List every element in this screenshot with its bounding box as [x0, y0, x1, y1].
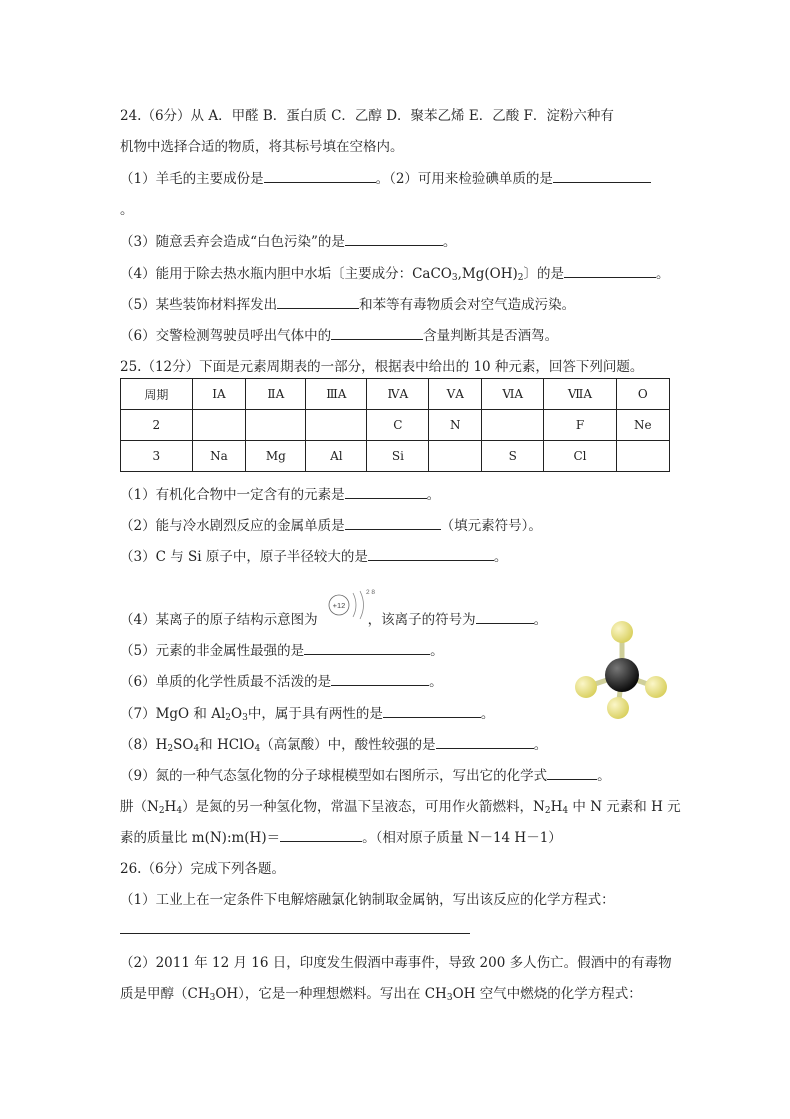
period: 。	[430, 643, 444, 659]
subscript: 2	[167, 744, 174, 754]
table-header: O	[616, 379, 669, 410]
q26-p2b1: 质是甲醇（CH	[120, 986, 210, 1002]
q25-p9c2: 。（相对原子质量 N－14 H－1）	[362, 830, 562, 846]
subscript: 4	[193, 744, 200, 754]
period: 。	[533, 612, 548, 628]
q24-part1	[120, 167, 651, 187]
table-row	[121, 410, 670, 441]
table-header: ⅡA	[246, 379, 306, 410]
subscript: 4	[562, 806, 569, 816]
answer-blank[interactable]	[277, 294, 359, 309]
q24-line2: 机物中选择合适的物质，将其标号填在空格内。	[120, 139, 404, 155]
q24-p5b: 和苯等有毒物质会对空气造成污染。	[359, 297, 576, 313]
subscript: 4	[176, 806, 183, 816]
q24-p3end: 。	[442, 234, 457, 250]
table-cell: Mg	[246, 441, 306, 472]
q24-p4mid: ,Mg(OH)	[457, 266, 518, 282]
q25-p8b: 和 HClO	[199, 737, 255, 753]
q25-p9b2: ）是氮的另一种氢化物，常温下呈液态，可用作火箭燃料，N	[182, 799, 545, 815]
answer-blank[interactable]	[383, 703, 481, 718]
table-cell	[482, 410, 544, 441]
answer-blank[interactable]	[264, 168, 376, 183]
table-header: ⅢA	[306, 379, 367, 410]
q26-p2b3: OH 空气中燃烧的化学方程式：	[452, 986, 642, 1002]
answer-blank[interactable]	[345, 515, 441, 530]
period: 。	[429, 674, 443, 690]
table-cell: 2	[121, 410, 193, 441]
q25-part5	[120, 639, 444, 659]
table-header: ⅦA	[544, 379, 616, 410]
q24-p4b: 〕的是	[523, 266, 564, 282]
answer-blank[interactable]	[345, 231, 443, 246]
answer-blank[interactable]	[547, 765, 597, 780]
table-cell	[192, 410, 246, 441]
q24-p6a: （6）交警检测驾驶员呼出气体中的	[120, 328, 332, 344]
q25-p9c1: 素的质量比 m(N):m(H)＝	[120, 830, 281, 846]
q26-intro: 26.（6分）完成下列各题。	[120, 861, 286, 877]
period: 。	[597, 768, 611, 784]
subscript: 3	[451, 273, 458, 283]
table-cell: Al	[306, 441, 367, 472]
q25-p4a: （4）某离子的原子结构示意图为	[120, 612, 318, 628]
table-cell: F	[544, 410, 616, 441]
ball-and-stick-model	[574, 620, 670, 722]
q25-p8a: （8）H	[120, 737, 168, 753]
table-header: ⅥA	[482, 379, 544, 410]
nucleus-label: +12	[332, 601, 346, 610]
electron-shell	[360, 591, 364, 619]
shell-electron-count: 2 8	[366, 589, 376, 596]
q25-p9b1: 肼（N	[120, 799, 159, 815]
periodic-table	[120, 378, 670, 472]
table-header: 周期	[121, 379, 193, 410]
q24-part5	[120, 293, 575, 313]
answer-blank[interactable]	[436, 734, 534, 749]
table-header-row	[121, 379, 670, 410]
subscript: 2	[158, 806, 165, 816]
table-cell: Na	[192, 441, 246, 472]
q25-part9-line2	[120, 795, 681, 816]
q25-p8c: （高氯酸）中，酸性较强的是	[260, 737, 436, 753]
table-header: ⅣA	[367, 379, 429, 410]
answer-blank[interactable]	[331, 325, 423, 340]
answer-blank[interactable]	[304, 640, 430, 655]
answer-blank[interactable]	[476, 609, 534, 624]
answer-blank[interactable]	[280, 827, 362, 842]
q25-part9	[120, 764, 611, 784]
q25-p1: （1）有机化合物中一定含有的元素是	[120, 487, 345, 503]
table-cell	[616, 441, 669, 472]
subscript: 3	[242, 713, 248, 723]
electron-shell	[353, 593, 356, 617]
answer-blank[interactable]	[368, 546, 494, 561]
table-row	[121, 441, 670, 472]
q25-p4b: ，该离子的符号为	[367, 612, 476, 628]
table-cell: S	[482, 441, 544, 472]
q24-part4	[120, 262, 669, 283]
subscript: 2	[544, 806, 551, 816]
q25-part3	[120, 545, 507, 565]
q24-p4: （4）能用于除去热水瓶内胆中水垢〔主要成分：CaCO	[120, 266, 452, 282]
table-cell: Ne	[616, 410, 669, 441]
hydrogen-atom	[575, 676, 597, 698]
answer-line[interactable]	[120, 933, 470, 934]
q24-p1a: （1）羊毛的主要成份是	[120, 171, 264, 187]
q25-p6: （6）单质的化学性质最不活泼的是	[120, 674, 332, 690]
q25-part1	[120, 483, 440, 503]
table-cell	[429, 441, 482, 472]
q24-p1c: 。	[120, 202, 134, 218]
q26-p2-line2	[120, 982, 642, 1003]
q25-p9b3: 中 N 元素和 H 元	[568, 799, 681, 815]
q25-part8	[120, 733, 547, 754]
q24-p3: （3）随意丢弃会造成“白色污染”的是	[120, 234, 345, 250]
period: 。	[480, 706, 495, 722]
answer-blank[interactable]	[345, 484, 427, 499]
subscript: 4	[254, 744, 261, 754]
q25-p7m: O	[231, 706, 243, 722]
answer-blank[interactable]	[553, 168, 651, 183]
q25-part7	[120, 702, 494, 723]
subscript: 2	[225, 713, 232, 723]
q25-p7b: 中，属于具有两性的是	[247, 706, 383, 722]
hydrogen-atom	[607, 697, 629, 719]
nitrogen-atom	[605, 658, 639, 692]
atomic-structure-diagram	[326, 585, 376, 625]
table-header: ⅠA	[192, 379, 246, 410]
q24-part3	[120, 230, 456, 250]
table-cell: N	[429, 410, 482, 441]
q26-p2a: （2）2011 年 12 月 16 日，印度发生假酒中毒事件，导致 200 多人伤亡。假酒中的有毒物	[120, 955, 672, 971]
answer-blank[interactable]	[564, 263, 656, 278]
q25-p9m2: H	[550, 799, 563, 815]
table-cell	[306, 410, 367, 441]
q25-p2b: （填元素符号）。	[440, 518, 542, 534]
q25-part6	[120, 670, 443, 690]
q26-p2b2: OH），它是一种理想燃料。写出在 CH	[215, 986, 447, 1002]
table-cell: Cl	[544, 441, 616, 472]
hydrogen-atom	[645, 676, 667, 698]
q24-line1: 24.（6分）从 A．甲醛 B．蛋白质 C．乙醇 D．聚苯乙烯 E．乙酸 F．淀粉六种有	[120, 108, 614, 124]
q25-p9m1: H	[164, 799, 177, 815]
hydrogen-atom	[611, 621, 633, 643]
subscript: 3	[446, 993, 453, 1003]
table-cell	[246, 410, 306, 441]
q24-part6	[120, 324, 558, 344]
q25-intro: 25.（12分）下面是元素周期表的一部分，根据表中给出的 10 种元素，回答下列问题。	[120, 359, 644, 375]
table-cell: 3	[121, 441, 193, 472]
period: 。	[533, 737, 548, 753]
q25-p7a: （7）MgO 和 Al	[120, 706, 226, 722]
q26-p1: （1）工业上在一定条件下电解熔融氯化钠制取金属钠，写出该反应的化学方程式：	[120, 892, 615, 908]
q25-p2a: （2）能与冷水剧烈反应的金属单质是	[120, 518, 345, 534]
q25-part2	[120, 514, 542, 534]
answer-blank[interactable]	[331, 671, 429, 686]
q24-p6b: 含量判断其是否酒驾。	[423, 328, 559, 344]
table-cell: Si	[367, 441, 429, 472]
subscript: 2	[517, 273, 524, 283]
q25-p5: （5）元素的非金属性最强的是	[120, 643, 305, 659]
period: 。	[426, 487, 441, 503]
q25-p9a: （9）氮的一种气态氢化物的分子球棍模型如右图所示，写出它的化学式	[120, 768, 548, 784]
subscript: 3	[209, 993, 216, 1003]
q25-p8m: SO	[173, 737, 194, 753]
q25-p3: （3）C 与 Si 原子中，原子半径较大的是	[120, 549, 368, 565]
period: 。	[493, 549, 508, 565]
table-cell: C	[367, 410, 429, 441]
q25-part9-line3	[120, 826, 562, 846]
q24-p1b: 。（2）可用来检验碘单质的是	[375, 171, 553, 187]
q24-p4end: 。	[655, 266, 670, 282]
table-header: ⅤA	[429, 379, 482, 410]
q24-p5a: （5）某些装饰材料挥发出	[120, 297, 278, 313]
